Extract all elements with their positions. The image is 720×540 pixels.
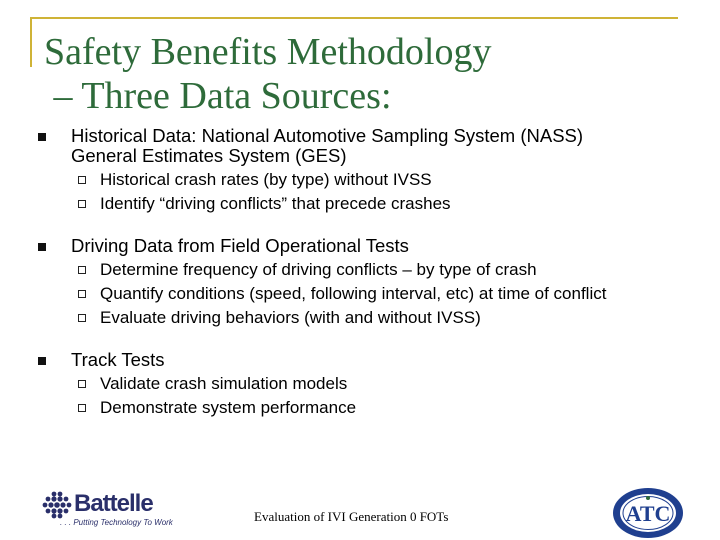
battelle-wordmark: Battelle (74, 490, 153, 517)
bullet-list (38, 126, 678, 418)
battelle-tagline: . . . Putting Technology To Work (60, 518, 173, 527)
battelle-mark-icon (40, 490, 74, 520)
sub-bullet-text: Historical crash rates (by type) without IVSS (100, 170, 432, 189)
bullet-text-line: Track Tests (71, 349, 165, 370)
sub-bullet (71, 308, 678, 328)
atc-logo (612, 487, 684, 539)
slide-title (44, 30, 491, 118)
atc-letters: ATC (625, 501, 671, 526)
hollow-square-bullet-icon (78, 404, 86, 412)
square-bullet-icon (38, 357, 46, 365)
bullet-track-tests (38, 350, 678, 418)
title-line-1: Safety Benefits Methodology (44, 31, 492, 73)
sub-bullet-text: Quantify conditions (speed, following interval, etc) at time of conflict (100, 284, 607, 303)
sub-bullet (71, 194, 678, 214)
bullet-text-line: Historical Data: National Automotive Sampling System (NASS) (71, 125, 584, 146)
hollow-square-bullet-icon (78, 314, 86, 322)
sub-bullet (71, 398, 678, 418)
sub-bullet-text: Validate crash simulation models (100, 374, 348, 393)
battelle-logo (40, 490, 190, 530)
bullet-text-line: General Estimates System (GES) (71, 145, 347, 166)
sub-bullet-list (71, 170, 678, 214)
sub-bullet (71, 284, 660, 304)
sub-bullet-text: Demonstrate system performance (100, 398, 357, 417)
sub-bullet-text: Identify “driving conflicts” that precede crashes (100, 194, 451, 213)
square-bullet-icon (38, 243, 46, 251)
bullet-driving-data (38, 236, 678, 328)
bullet-historical-data (38, 126, 678, 214)
sub-bullet-list (71, 260, 678, 328)
sub-bullet-text: Determine frequency of driving conflicts – by type of crash (100, 260, 537, 279)
hollow-square-bullet-icon (78, 380, 86, 388)
sub-bullet (71, 260, 678, 280)
sub-bullet (71, 170, 678, 190)
title-line-2: – Three Data Sources: (44, 75, 392, 117)
square-bullet-icon (38, 133, 46, 141)
sub-bullet (71, 374, 678, 394)
sub-bullet-list (71, 374, 678, 418)
hollow-square-bullet-icon (78, 176, 86, 184)
title-frame-top (30, 17, 678, 19)
title-frame-left (30, 17, 32, 67)
footer-text: Evaluation of IVI Generation 0 FOTs (254, 509, 449, 524)
hollow-square-bullet-icon (78, 200, 86, 208)
hollow-square-bullet-icon (78, 290, 86, 298)
hollow-square-bullet-icon (78, 266, 86, 274)
bullet-text-line: Driving Data from Field Operational Tests (71, 235, 409, 256)
sub-bullet-text: Evaluate driving behaviors (with and without IVSS) (100, 308, 481, 327)
